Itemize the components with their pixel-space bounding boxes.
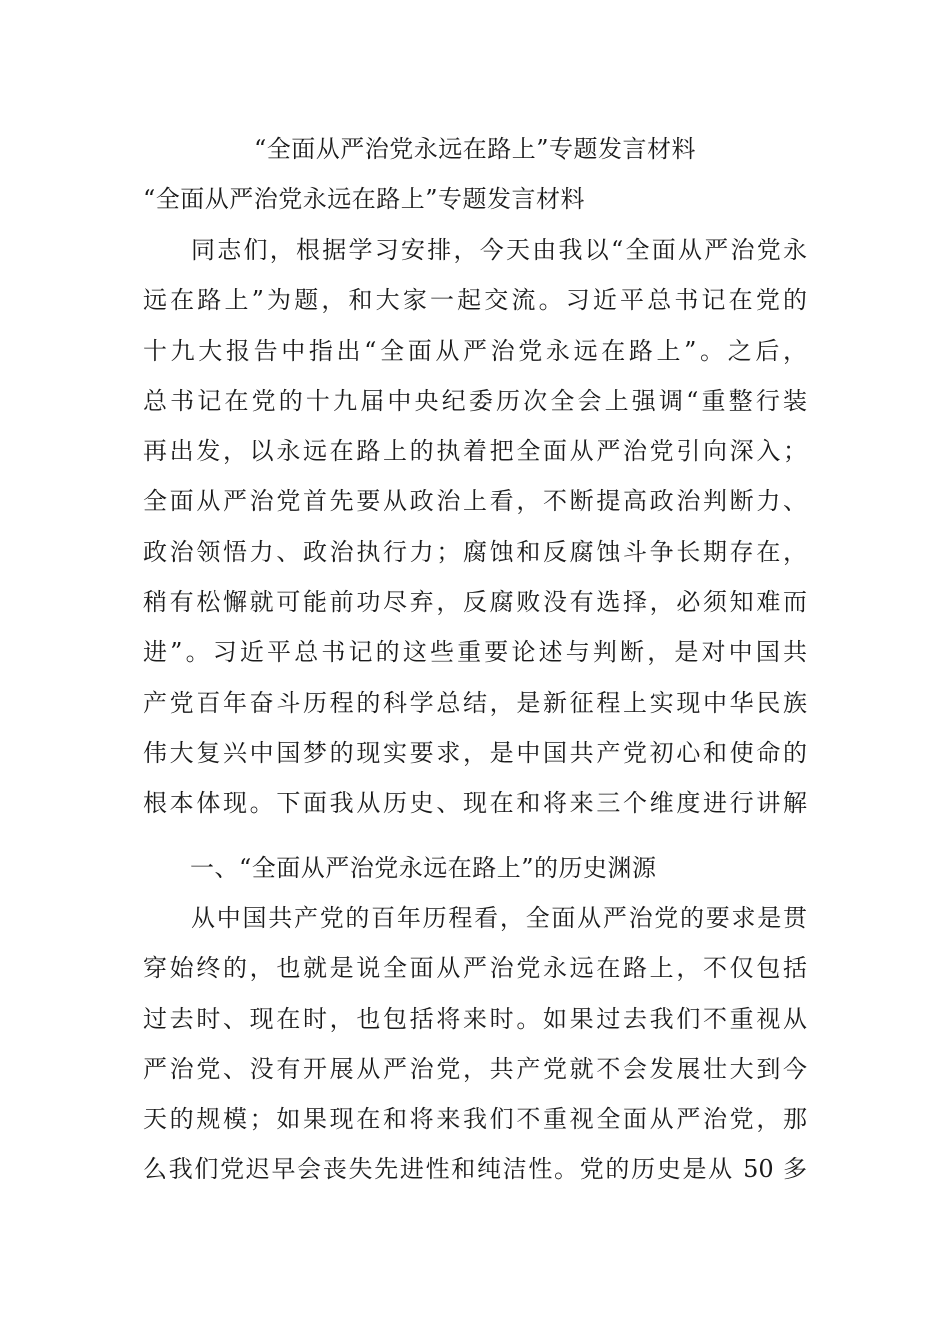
paragraph-line: 根本体现。下面我从历史、现在和将来三个维度进行讲解 (143, 789, 807, 818)
paragraph-history (143, 893, 807, 1195)
paragraph-line: 过去时、现在时，也包括将来时。如果过去我们不重视从 (143, 1004, 807, 1033)
paragraph-line: 天的规模；如果现在和将来我们不重视全面从严治党，那 (143, 1105, 807, 1134)
paragraph-line: 政治领悟力、政治执行力；腐蚀和反腐蚀斗争长期存在， (143, 537, 807, 566)
paragraph-line: 十九大报告中指出“全面从严治党永远在路上”。之后， (143, 336, 807, 365)
document-title: “全面从严治党永远在路上”专题发言材料 (253, 135, 697, 163)
paragraph-line: 从中国共产党的百年历程看，全面从严治党的要求是贯 (191, 904, 807, 932)
document-subtitle: “全面从严治党永远在路上”专题发言材料 (143, 185, 586, 213)
paragraph-line: 再出发，以永远在路上的执着把全面从严治党引向深入； (143, 437, 807, 466)
paragraph-line: 远在路上”为题，和大家一起交流。习近平总书记在党的 (143, 286, 807, 315)
paragraph-line: 穿始终的，也就是说全面从严治党永远在路上，不仅包括 (143, 954, 807, 983)
paragraph-line: 稍有松懈就可能前功尽弃，反腐败没有选择，必须知难而 (143, 588, 807, 617)
paragraph-line: 总书记在党的十九届中央纪委历次全会上强调“重整行装 (143, 386, 807, 415)
section-heading: 一、“全面从严治党永远在路上”的历史渊源 (190, 854, 657, 882)
paragraph-line: 产党百年奋斗历程的科学总结，是新征程上实现中华民族 (143, 688, 807, 717)
paragraph-line: 全面从严治党首先要从政治上看，不断提高政治判断力、 (143, 487, 807, 516)
paragraph-line: 同志们，根据学习安排，今天由我以“全面从严治党永 (191, 236, 807, 264)
paragraph-line: 进”。习近平总书记的这些重要论述与判断，是对中国共 (143, 638, 807, 667)
paragraph-line: 严治党、没有开展从严治党，共产党就不会发展壮大到今 (143, 1054, 807, 1083)
paragraph-intro (143, 225, 807, 829)
paragraph-line: 伟大复兴中国梦的现实要求，是中国共产党初心和使命的 (143, 738, 807, 767)
paragraph-line: 么我们党迟早会丧失先进性和纯洁性。党的历史是从 50 多 (143, 1155, 807, 1184)
